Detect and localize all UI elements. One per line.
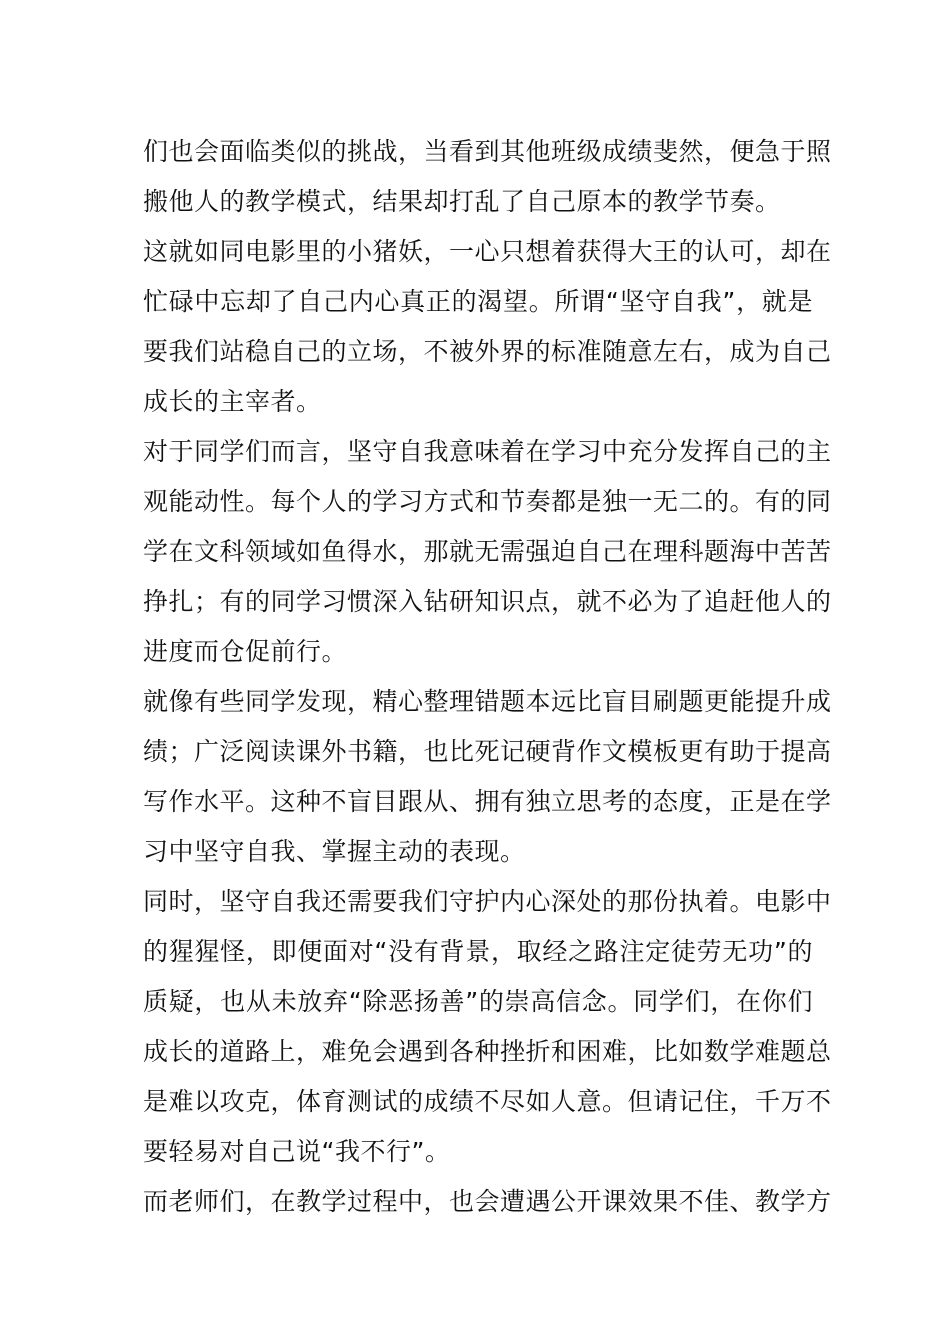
paragraph: [143, 677, 832, 877]
text-line: 忙碌中忘却了自己内心真正的渴望。所谓“坚守自我”，就是: [143, 287, 813, 316]
paragraph: [143, 877, 832, 1177]
text-line: 们也会面临类似的挑战，当看到其他班级成绩斐然，便急于照: [143, 137, 832, 166]
paragraph: [143, 227, 832, 427]
text-line: 这就如同电影里的小猪妖，一心只想着获得大王的认可，却在: [143, 237, 832, 266]
text-line: 观能动性。每个人的学习方式和节奏都是独一无二的。有的同: [143, 487, 832, 516]
text-line: 同时，坚守自我还需要我们守护内心深处的那份执着。电影中: [143, 887, 832, 916]
text-line: 质疑，也从未放弃“除恶扬善”的崇高信念。同学们，在你们: [143, 987, 813, 1016]
text-line: 成长的主宰者。: [143, 387, 322, 416]
text-line: 要轻易对自己说“我不行”。: [143, 1137, 451, 1166]
text-line: 是难以攻克，体育测试的成绩不尽如人意。但请记住，千万不: [143, 1087, 832, 1116]
paragraph: [143, 127, 832, 227]
text-line: 就像有些同学发现，精心整理错题本远比盲目刷题更能提升成: [143, 687, 832, 716]
text-line: 搬他人的教学模式，结果却打乱了自己原本的教学节奏。: [143, 187, 781, 216]
text-line: 绩；广泛阅读课外书籍，也比死记硬背作文模板更有助于提高: [143, 737, 832, 766]
text-line: 成长的道路上，难免会遇到各种挫折和困难，比如数学难题总: [143, 1037, 832, 1066]
text-line: 习中坚守自我、掌握主动的表现。: [143, 837, 526, 866]
text-line: 挣扎；有的同学习惯深入钻研知识点，就不必为了追赶他人的: [143, 587, 832, 616]
text-line: 的猩猩怪，即便面对“没有背景，取经之路注定徒劳无功”的: [143, 937, 813, 966]
paragraph: [143, 427, 832, 677]
body-text: [143, 127, 832, 1227]
text-line: 进度而仓促前行。: [143, 637, 348, 666]
text-line: 对于同学们而言，坚守自我意味着在学习中充分发挥自己的主: [143, 437, 832, 466]
text-line: 学在文科领域如鱼得水，那就无需强迫自己在理科题海中苦苦: [143, 537, 832, 566]
text-line: 要我们站稳自己的立场，不被外界的标准随意左右，成为自己: [143, 337, 832, 366]
text-line: 而老师们，在教学过程中，也会遭遇公开课效果不佳、教学方: [143, 1187, 832, 1216]
paragraph: [143, 1177, 832, 1227]
text-line: 写作水平。这种不盲目跟从、拥有独立思考的态度，正是在学: [143, 787, 832, 816]
